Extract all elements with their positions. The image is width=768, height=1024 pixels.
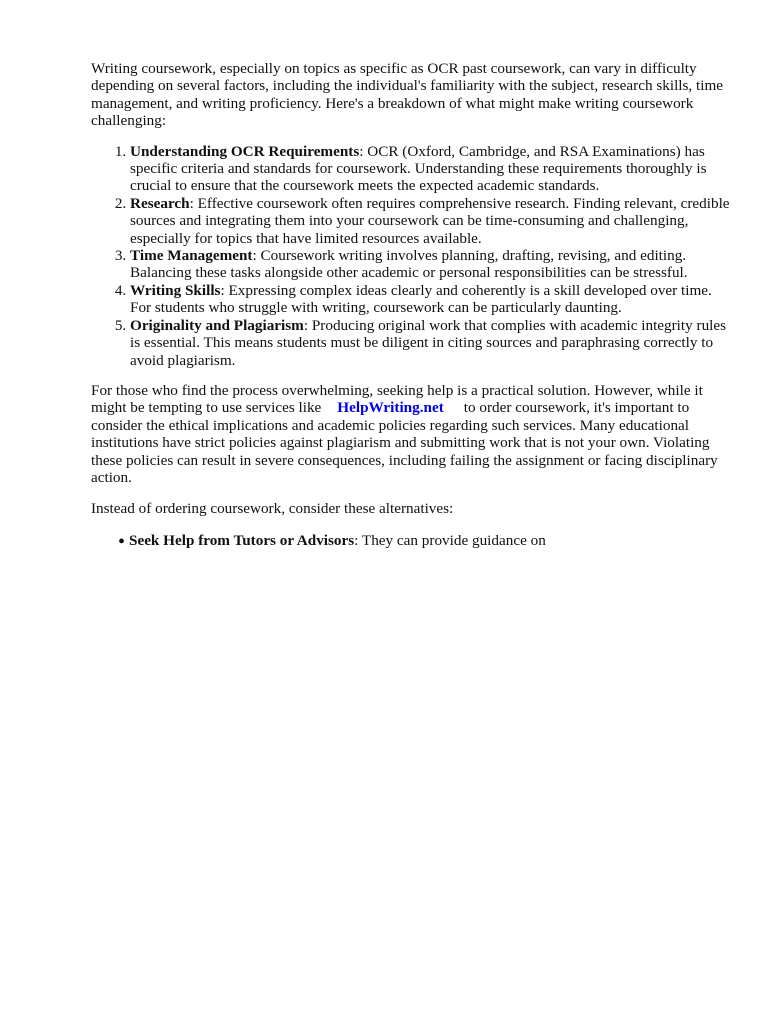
- bullet-icon: •: [118, 530, 126, 553]
- list-item-term: Seek Help from Tutors or Advisors: [129, 531, 355, 549]
- helpwriting-link[interactable]: HelpWriting.net: [337, 399, 444, 417]
- intro-paragraph: Writing coursework, especially on topics as specific as OCR past coursework, can vary in difficulty depending on several factors, including the individual's familiarity with the subject, research skills, time management, and writing proficiency. Here's a breakdown of what might make writing coursework challenging:: [91, 60, 724, 130]
- list-item-separator: :: [252, 247, 261, 265]
- help-paragraph-before: For those who find the process overwhelming, seeking help is a practical solution. However, while it might be tempting to use services like: [91, 381, 703, 417]
- list-item-separator: :: [220, 281, 229, 299]
- list-item: [118, 530, 731, 553]
- list-item-text: They can provide guidance on: [361, 531, 546, 549]
- list-item-separator: :: [359, 142, 368, 160]
- list-item-text: Expressing complex ideas clearly and coherently is a skill developed over time. For students who struggle with writing, coursework can be particularly daunting.: [130, 281, 712, 317]
- list-item-separator: :: [354, 531, 362, 549]
- list-item-term: Understanding OCR Requirements: [130, 142, 360, 160]
- document-page: [91, 60, 731, 553]
- list-item-text: Coursework writing involves planning, drafting, revising, and editing. Balancing these tasks alongside other academic or personal responsibilities can be stressful.: [130, 247, 688, 282]
- list-item-separator: :: [189, 194, 198, 212]
- alternatives-intro: Instead of ordering coursework, consider these alternatives:: [91, 500, 454, 518]
- list-item-separator: :: [303, 316, 312, 334]
- challenges-list: [91, 143, 731, 369]
- help-paragraph: [91, 382, 731, 486]
- list-item: [130, 282, 731, 317]
- list-item-text: OCR (Oxford, Cambridge, and RSA Examinations) has specific criteria and standards for coursework. Understanding these requirements thoroughly is crucial to ensure that the coursework meets the expected academic standards.: [130, 142, 707, 195]
- list-item-term: Originality and Plagiarism: [130, 316, 304, 334]
- alternatives-list: [91, 530, 731, 553]
- help-paragraph-after: to order coursework, it's important to consider the ethical implications and academic policies regarding such services. Many educational institutions have strict policies against plagiarism and submitting work that is not your own. Violating these policies can result in severe consequences, including failing the assignment or facing disciplinary action.: [91, 399, 718, 486]
- list-item-term: Research: [130, 194, 190, 212]
- list-item-text: Effective coursework often requires comprehensive research. Finding relevant, credible sources and integrating them into your coursework can be time-consuming and challenging, especially for topics that have limited resources available.: [130, 194, 730, 247]
- list-item: [130, 195, 731, 247]
- list-item: [130, 143, 731, 195]
- list-item-term: Time Management: [130, 247, 253, 265]
- list-item-text: Producing original work that complies with academic integrity rules is essential. This means students must be diligent in citing sources and paraphrasing correctly to avoid plagiarism.: [130, 316, 727, 369]
- list-item: [130, 317, 731, 369]
- list-item: [130, 247, 731, 282]
- list-item-term: Writing Skills: [130, 281, 221, 299]
